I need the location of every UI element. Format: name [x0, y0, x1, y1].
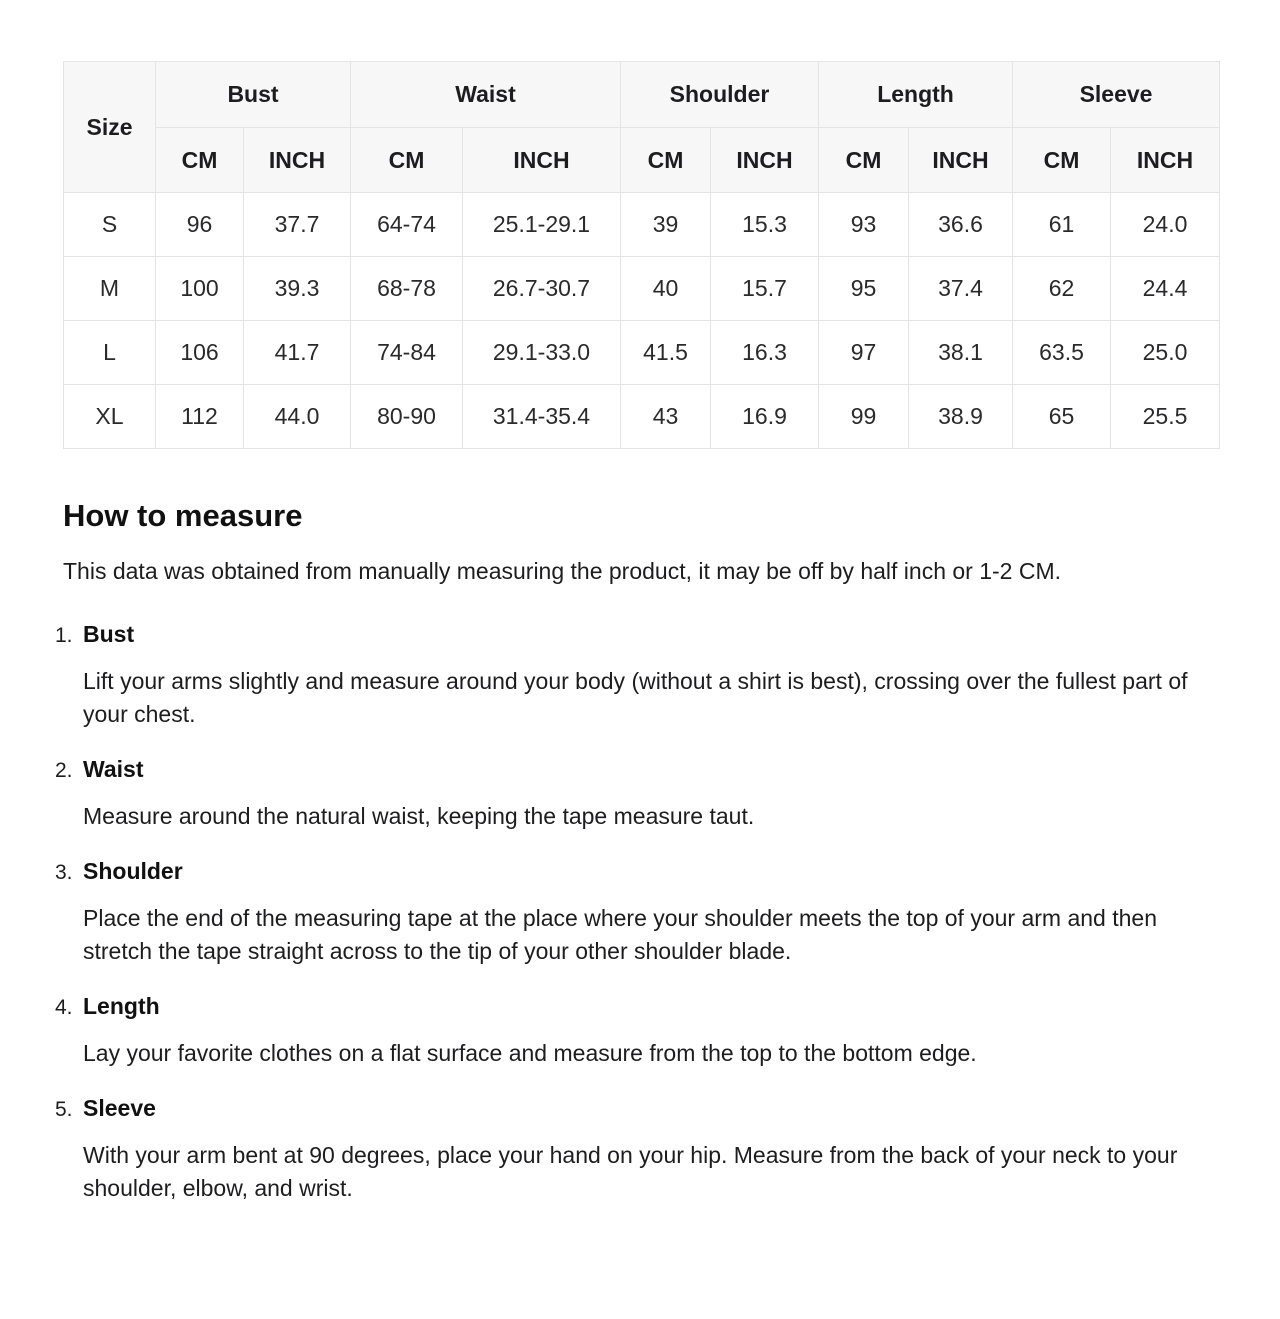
cell-value: 40 [621, 257, 711, 321]
step-term: Length [83, 993, 160, 1019]
step-term: Sleeve [83, 1095, 156, 1121]
cell-value: 25.1-29.1 [463, 193, 621, 257]
cell-value: 97 [819, 321, 909, 385]
cell-value: 24.4 [1111, 257, 1220, 321]
step-term: Shoulder [83, 858, 183, 884]
cell-value: 41.5 [621, 321, 711, 385]
cell-value: 15.3 [711, 193, 819, 257]
header-unit-inch: INCH [463, 128, 621, 193]
size-chart-table [63, 61, 1220, 449]
header-group-length: Length [819, 62, 1013, 128]
size-label: XL [64, 385, 156, 449]
cell-value: 62 [1013, 257, 1111, 321]
cell-value: 65 [1013, 385, 1111, 449]
header-unit-inch: INCH [1111, 128, 1220, 193]
step-term: Waist [83, 756, 144, 782]
header-group-sleeve: Sleeve [1013, 62, 1220, 128]
cell-value: 96 [156, 193, 244, 257]
table-row-xl [64, 385, 1220, 449]
header-unit-cm: CM [156, 128, 244, 193]
header-unit-cm: CM [819, 128, 909, 193]
cell-value: 100 [156, 257, 244, 321]
header-unit-cm: CM [621, 128, 711, 193]
table-row-m [64, 257, 1220, 321]
header-size: Size [64, 62, 156, 193]
cell-value: 95 [819, 257, 909, 321]
header-unit-inch: INCH [909, 128, 1013, 193]
size-label: M [64, 257, 156, 321]
header-unit-inch: INCH [244, 128, 351, 193]
step-number: 2. [55, 759, 73, 782]
cell-value: 36.6 [909, 193, 1013, 257]
cell-value: 16.3 [711, 321, 819, 385]
list-item-sleeve [55, 1095, 1219, 1205]
cell-value: 24.0 [1111, 193, 1220, 257]
step-number: 4. [55, 996, 73, 1019]
cell-value: 61 [1013, 193, 1111, 257]
cell-value: 16.9 [711, 385, 819, 449]
cell-value: 93 [819, 193, 909, 257]
cell-value: 43 [621, 385, 711, 449]
header-group-waist: Waist [351, 62, 621, 128]
cell-value: 29.1-33.0 [463, 321, 621, 385]
step-number: 3. [55, 861, 73, 884]
list-item-length [55, 993, 1219, 1070]
measure-disclaimer-text: This data was obtained from manually measuring the product, it may be off by half inch or 1-2 CM. [63, 558, 1062, 584]
cell-value: 41.7 [244, 321, 351, 385]
step-number: 1. [55, 624, 73, 647]
header-group-bust: Bust [156, 62, 351, 128]
size-chart-header [64, 62, 1220, 193]
header-unit-cm: CM [1013, 128, 1111, 193]
table-row-l [64, 321, 1220, 385]
list-item-shoulder [55, 858, 1219, 968]
measure-steps-list [55, 621, 1219, 1205]
step-description: Lay your favorite clothes on a flat surface and measure from the top to the bottom edge. [83, 1040, 977, 1066]
step-number: 5. [55, 1098, 73, 1121]
cell-value: 39 [621, 193, 711, 257]
cell-value: 44.0 [244, 385, 351, 449]
cell-value: 68-78 [351, 257, 463, 321]
how-to-measure-section [55, 498, 1219, 1205]
cell-value: 38.9 [909, 385, 1013, 449]
size-label: S [64, 193, 156, 257]
step-term: Bust [83, 621, 135, 647]
step-description: Measure around the natural waist, keeping the tape measure taut. [83, 803, 755, 829]
header-unit-cm: CM [351, 128, 463, 193]
cell-value: 106 [156, 321, 244, 385]
list-item-waist [55, 756, 1219, 833]
cell-value: 37.7 [244, 193, 351, 257]
cell-value: 25.5 [1111, 385, 1220, 449]
cell-value: 74-84 [351, 321, 463, 385]
cell-value: 38.1 [909, 321, 1013, 385]
header-unit-inch: INCH [711, 128, 819, 193]
cell-value: 37.4 [909, 257, 1013, 321]
cell-value: 112 [156, 385, 244, 449]
size-label: L [64, 321, 156, 385]
step-description: With your arm bent at 90 degrees, place your hand on your hip. Measure from the back of your neck to your shoulder, elbow, and wrist. [83, 1142, 1178, 1201]
header-group-shoulder: Shoulder [621, 62, 819, 128]
cell-value: 39.3 [244, 257, 351, 321]
size-chart-body [64, 193, 1220, 449]
cell-value: 15.7 [711, 257, 819, 321]
step-description: Place the end of the measuring tape at the place where your shoulder meets the top of your arm and then stretch the tape straight across to the tip of your other shoulder blade. [83, 905, 1157, 964]
cell-value: 63.5 [1013, 321, 1111, 385]
section-title: How to measure [63, 498, 303, 533]
step-description: Lift your arms slightly and measure around your body (without a shirt is best), crossing over the fullest part of your chest. [83, 668, 1188, 727]
cell-value: 25.0 [1111, 321, 1220, 385]
table-row-s [64, 193, 1220, 257]
cell-value: 64-74 [351, 193, 463, 257]
cell-value: 26.7-30.7 [463, 257, 621, 321]
cell-value: 31.4-35.4 [463, 385, 621, 449]
cell-value: 80-90 [351, 385, 463, 449]
list-item-bust [55, 621, 1219, 731]
cell-value: 99 [819, 385, 909, 449]
